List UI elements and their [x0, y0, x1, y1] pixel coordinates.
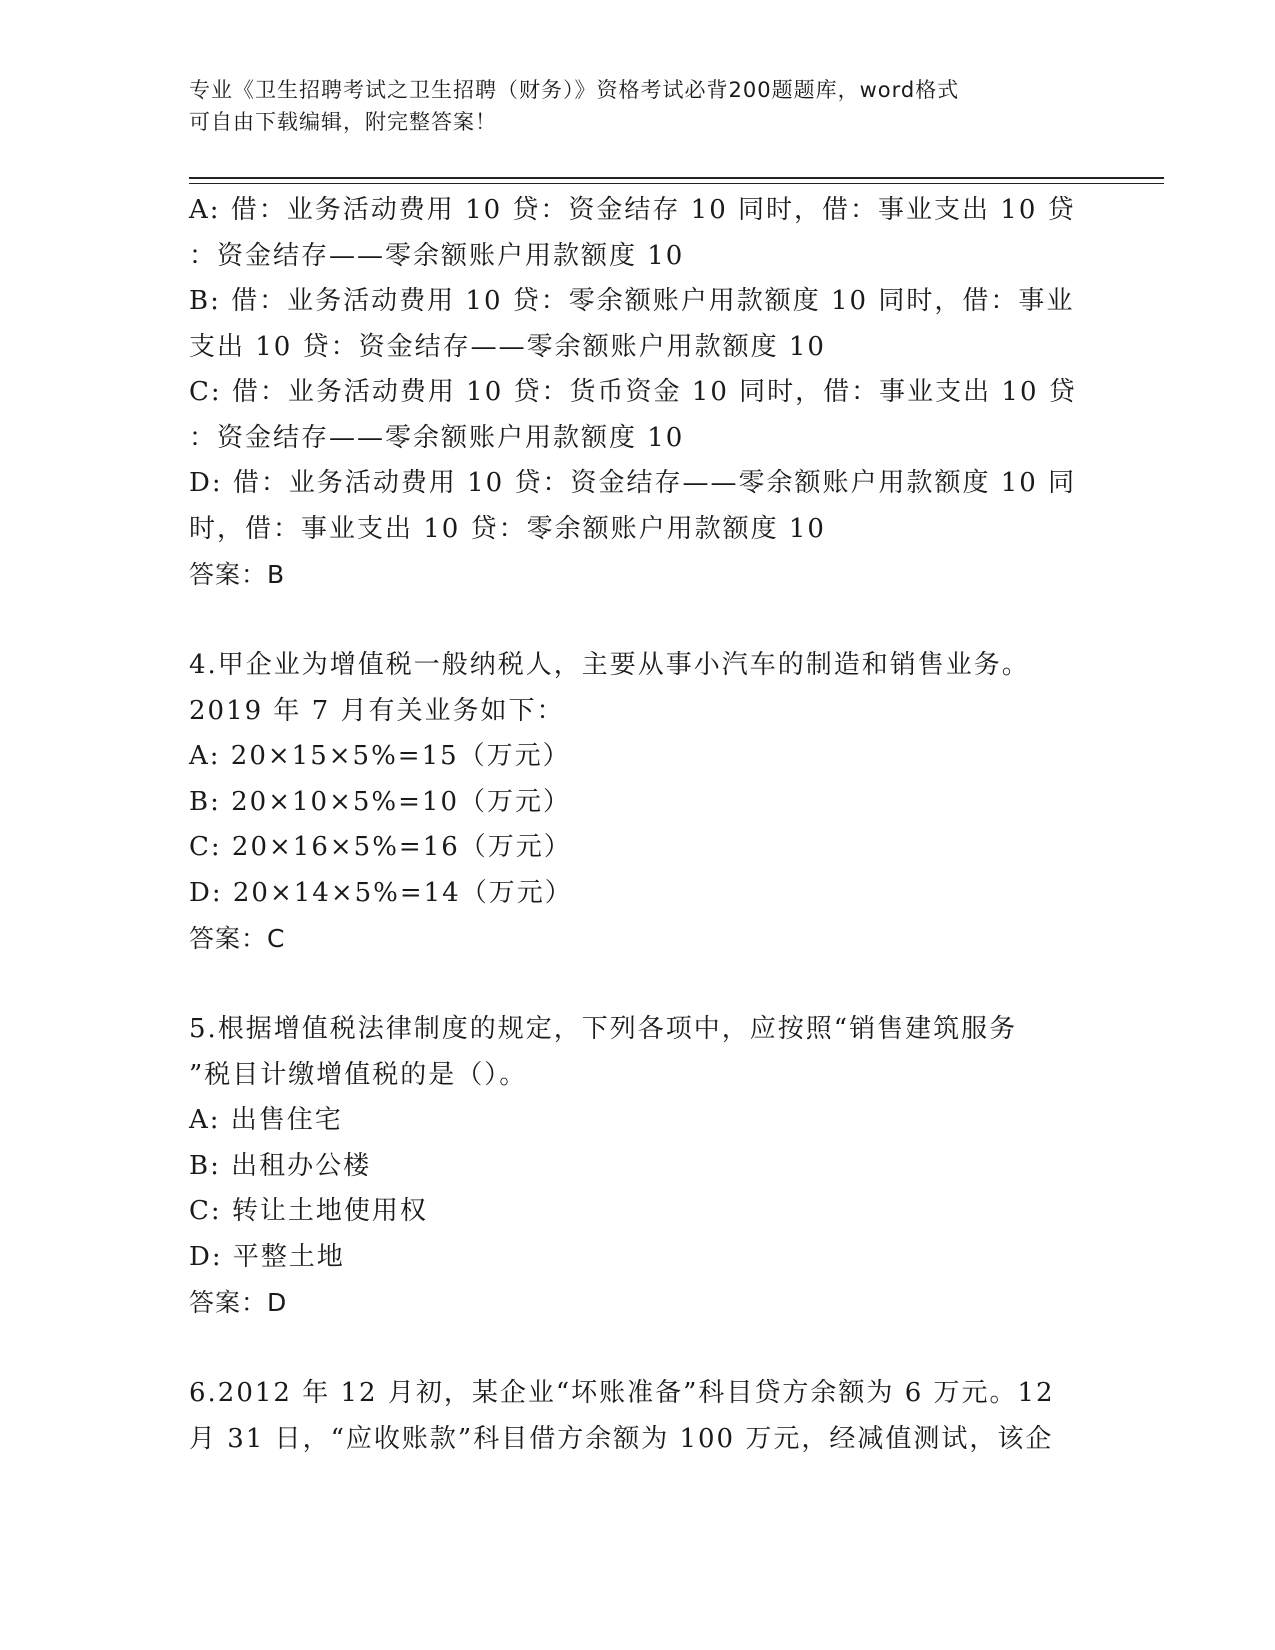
header-divider-thin — [189, 183, 1164, 184]
question-stem-line-2: 月 31 日，“应收账款”科目借方余额为 100 万元，经减值测试，该企 — [189, 1423, 1054, 1454]
question-stem-line-1: 4.甲企业为增值税一般纳税人，主要从事小汽车的制造和销售业务。 — [189, 650, 1030, 680]
option-b: B: 出租办公楼 — [189, 1150, 372, 1181]
option-a: A: 20×15×5%=15（万元） — [189, 741, 571, 771]
option-d-line-1: D: 借：业务活动费用 10 贷：资金结存——零余额账户用款额度 10 同 — [189, 468, 1077, 498]
option-a-line-1: A: 借：业务活动费用 10 贷：资金结存 10 同时，借：事业支出 10 贷 — [189, 195, 1076, 225]
header-title-line-1: 专业《卫生招聘考试之卫生招聘（财务）》资格考试必背200题题库，word格式 — [189, 78, 960, 102]
question-4 — [189, 643, 1089, 962]
question-stem-line-2: 2019 年 7 月有关业务如下： — [189, 695, 565, 726]
option-d: D: 20×14×5%=14（万元） — [189, 877, 573, 908]
question-3 — [189, 188, 1089, 598]
option-d-line-2: 时，借：事业支出 10 贷：零余额账户用款额度 10 — [189, 513, 826, 544]
option-c-line-2: ：资金结存——零余额账户用款额度 10 — [189, 422, 685, 453]
answer-line: 答案：B — [189, 560, 286, 589]
option-b-line-2: 支出 10 贷：资金结存——零余额账户用款额度 10 — [189, 331, 826, 362]
question-spacer — [189, 598, 1089, 644]
option-c: C: 转让土地使用权 — [189, 1196, 428, 1226]
question-spacer — [189, 962, 1089, 1008]
option-c-line-1: C: 借：业务活动费用 10 贷：货币资金 10 同时，借：事业支出 10 贷 — [189, 377, 1077, 407]
option-b-line-1: B: 借：业务活动费用 10 贷：零余额账户用款额度 10 同时，借：事业 — [189, 286, 1075, 316]
question-spacer — [189, 1326, 1089, 1372]
header-divider-thick — [189, 177, 1164, 179]
option-b: B: 20×10×5%=10（万元） — [189, 786, 571, 817]
option-a-line-2: ：资金结存——零余额账户用款额度 10 — [189, 240, 685, 271]
answer-line: 答案：C — [189, 924, 286, 953]
question-6 — [189, 1371, 1089, 1462]
question-5 — [189, 1007, 1089, 1326]
option-a: A: 出售住宅 — [189, 1105, 343, 1135]
answer-line: 答案：D — [189, 1288, 288, 1317]
document-header — [189, 74, 1089, 138]
option-c: C: 20×16×5%=16（万元） — [189, 832, 572, 862]
question-stem-line-1: 6.2012 年 12 月初，某企业“坏账准备”科目贷方余额为 6 万元。12 — [189, 1378, 1055, 1408]
question-stem-line-2: ”税目计缴增值税的是（）。 — [189, 1059, 528, 1090]
option-d: D: 平整土地 — [189, 1241, 345, 1272]
question-list — [189, 188, 1089, 1462]
question-stem-line-1: 5.根据增值税法律制度的规定，下列各项中，应按照“销售建筑服务 — [189, 1014, 1018, 1044]
header-title-line-2: 可自由下载编辑，附完整答案！ — [189, 110, 497, 134]
